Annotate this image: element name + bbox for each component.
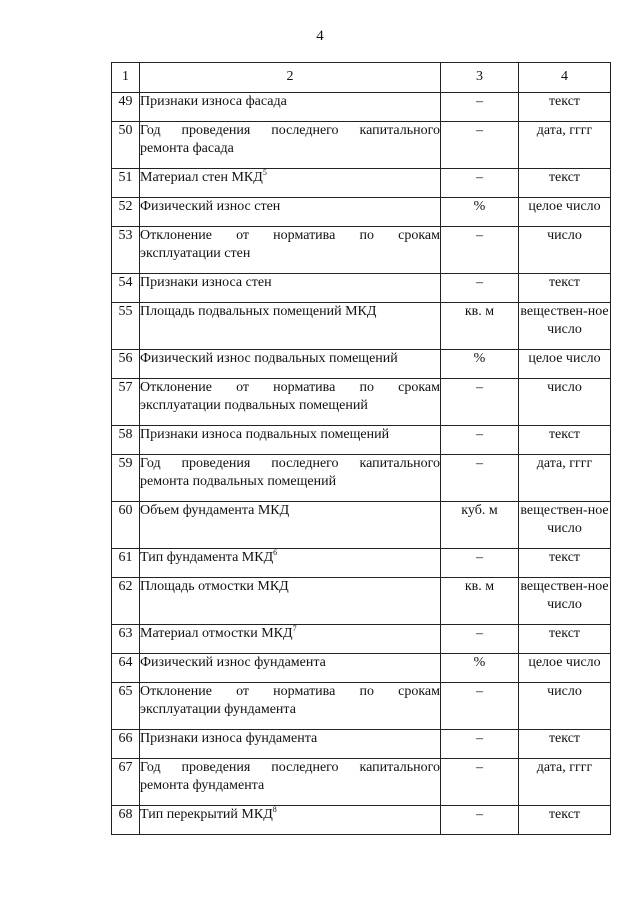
row-number: 67 (112, 759, 140, 806)
row-parameter-cell (140, 379, 441, 426)
table-row (112, 806, 611, 835)
row-unit: кв. м (441, 578, 519, 625)
table-row (112, 169, 611, 198)
row-number: 59 (112, 455, 140, 502)
row-type: текст (519, 426, 611, 455)
row-type: текст (519, 274, 611, 303)
row-number: 61 (112, 549, 140, 578)
footnote-ref: 8 (272, 805, 277, 814)
row-unit: – (441, 455, 519, 502)
row-type: веществен-ное число (519, 502, 611, 549)
row-number: 64 (112, 654, 140, 683)
table-row (112, 455, 611, 502)
row-type: число (519, 683, 611, 730)
row-unit: % (441, 350, 519, 379)
row-number: 55 (112, 303, 140, 350)
table-row (112, 730, 611, 759)
row-type: текст (519, 169, 611, 198)
row-number: 57 (112, 379, 140, 426)
row-unit: – (441, 625, 519, 654)
row-type: дата, гггг (519, 455, 611, 502)
row-parameter-cell (140, 654, 441, 683)
row-unit: – (441, 426, 519, 455)
table-row (112, 683, 611, 730)
row-parameter-name: Площадь отмостки МКД (140, 579, 289, 594)
row-number: 63 (112, 625, 140, 654)
table-row (112, 122, 611, 169)
table-row (112, 549, 611, 578)
row-type: веществен-ное число (519, 578, 611, 625)
row-parameter-name: Признаки износа фасада (140, 94, 287, 109)
table-row (112, 625, 611, 654)
data-table (111, 62, 611, 835)
row-parameter-name: Отклонение от норматива по срокам эксплуатации подвальных помещений (140, 380, 440, 413)
row-number: 62 (112, 578, 140, 625)
footnote-ref: 5 (262, 168, 267, 177)
table-row (112, 350, 611, 379)
row-parameter-name: Физический износ подвальных помещений (140, 351, 398, 366)
row-parameter-cell (140, 759, 441, 806)
row-unit: – (441, 759, 519, 806)
row-type: дата, гггг (519, 122, 611, 169)
row-number: 54 (112, 274, 140, 303)
row-parameter-name: Год проведения последнего капитального ремонта фасада (140, 123, 440, 156)
row-unit: – (441, 806, 519, 835)
row-parameter-name: Год проведения последнего капитального ремонта фундамента (140, 760, 440, 793)
row-parameter-cell (140, 169, 441, 198)
table-row (112, 198, 611, 227)
row-unit: – (441, 730, 519, 759)
table-row (112, 303, 611, 350)
row-unit: – (441, 93, 519, 122)
header-col-4: 4 (519, 63, 611, 93)
row-type: текст (519, 93, 611, 122)
row-unit: – (441, 549, 519, 578)
row-type: текст (519, 730, 611, 759)
row-parameter-name: Тип перекрытий МКД (140, 807, 273, 822)
header-col-2: 2 (140, 63, 441, 93)
row-parameter-name: Год проведения последнего капитального ремонта подвальных помещений (140, 456, 440, 489)
row-unit: % (441, 198, 519, 227)
row-number: 52 (112, 198, 140, 227)
row-type: текст (519, 806, 611, 835)
row-type: дата, гггг (519, 759, 611, 806)
row-type: целое число (519, 654, 611, 683)
row-parameter-name: Тип фундамента МКД (140, 550, 274, 565)
row-number: 65 (112, 683, 140, 730)
row-unit: – (441, 227, 519, 274)
table-row (112, 426, 611, 455)
row-number: 49 (112, 93, 140, 122)
row-unit: – (441, 683, 519, 730)
row-number: 66 (112, 730, 140, 759)
row-parameter-cell (140, 227, 441, 274)
table-row (112, 93, 611, 122)
row-parameter-name: Отклонение от норматива по срокам эксплуатации стен (140, 228, 440, 261)
row-parameter-cell (140, 625, 441, 654)
row-number: 68 (112, 806, 140, 835)
row-type: целое число (519, 350, 611, 379)
row-unit: – (441, 169, 519, 198)
row-number: 53 (112, 227, 140, 274)
row-number: 50 (112, 122, 140, 169)
row-unit: – (441, 122, 519, 169)
row-type: целое число (519, 198, 611, 227)
header-col-1: 1 (112, 63, 140, 93)
table-row (112, 654, 611, 683)
row-parameter-cell (140, 426, 441, 455)
row-parameter-name: Признаки износа фундамента (140, 731, 318, 746)
row-type: число (519, 379, 611, 426)
row-parameter-cell (140, 93, 441, 122)
row-parameter-cell (140, 303, 441, 350)
row-parameter-name: Признаки износа подвальных помещений (140, 427, 390, 442)
row-number: 58 (112, 426, 140, 455)
row-parameter-cell (140, 683, 441, 730)
row-unit: – (441, 379, 519, 426)
row-parameter-cell (140, 350, 441, 379)
row-parameter-name: Материал отмостки МКД (140, 626, 293, 641)
row-unit: кв. м (441, 303, 519, 350)
row-parameter-cell (140, 122, 441, 169)
row-parameter-name: Признаки износа стен (140, 275, 272, 290)
page-number: 4 (316, 28, 324, 44)
table-row (112, 379, 611, 426)
row-parameter-cell (140, 274, 441, 303)
table-row (112, 578, 611, 625)
row-parameter-name: Физический износ фундамента (140, 655, 326, 670)
row-unit: – (441, 274, 519, 303)
header-col-3: 3 (441, 63, 519, 93)
row-parameter-name: Физический износ стен (140, 199, 281, 214)
row-parameter-cell (140, 455, 441, 502)
row-parameter-cell (140, 806, 441, 835)
row-parameter-name: Объем фундамента МКД (140, 503, 290, 518)
header-row (112, 63, 611, 93)
footnote-ref: 7 (292, 624, 297, 633)
table-row (112, 227, 611, 274)
row-parameter-name: Материал стен МКД (140, 170, 263, 185)
row-number: 60 (112, 502, 140, 549)
row-unit: куб. м (441, 502, 519, 549)
row-parameter-cell (140, 198, 441, 227)
table-row (112, 502, 611, 549)
table-row (112, 274, 611, 303)
footnote-ref: 6 (273, 548, 278, 557)
row-type: текст (519, 625, 611, 654)
row-parameter-cell (140, 730, 441, 759)
row-type: веществен-ное число (519, 303, 611, 350)
row-parameter-cell (140, 578, 441, 625)
row-parameter-name: Площадь подвальных помещений МКД (140, 304, 377, 319)
row-parameter-cell (140, 502, 441, 549)
row-parameter-name: Отклонение от норматива по срокам эксплуатации фундамента (140, 684, 440, 717)
row-type: число (519, 227, 611, 274)
row-unit: % (441, 654, 519, 683)
row-number: 56 (112, 350, 140, 379)
table-row (112, 759, 611, 806)
row-number: 51 (112, 169, 140, 198)
row-type: текст (519, 549, 611, 578)
row-parameter-cell (140, 549, 441, 578)
